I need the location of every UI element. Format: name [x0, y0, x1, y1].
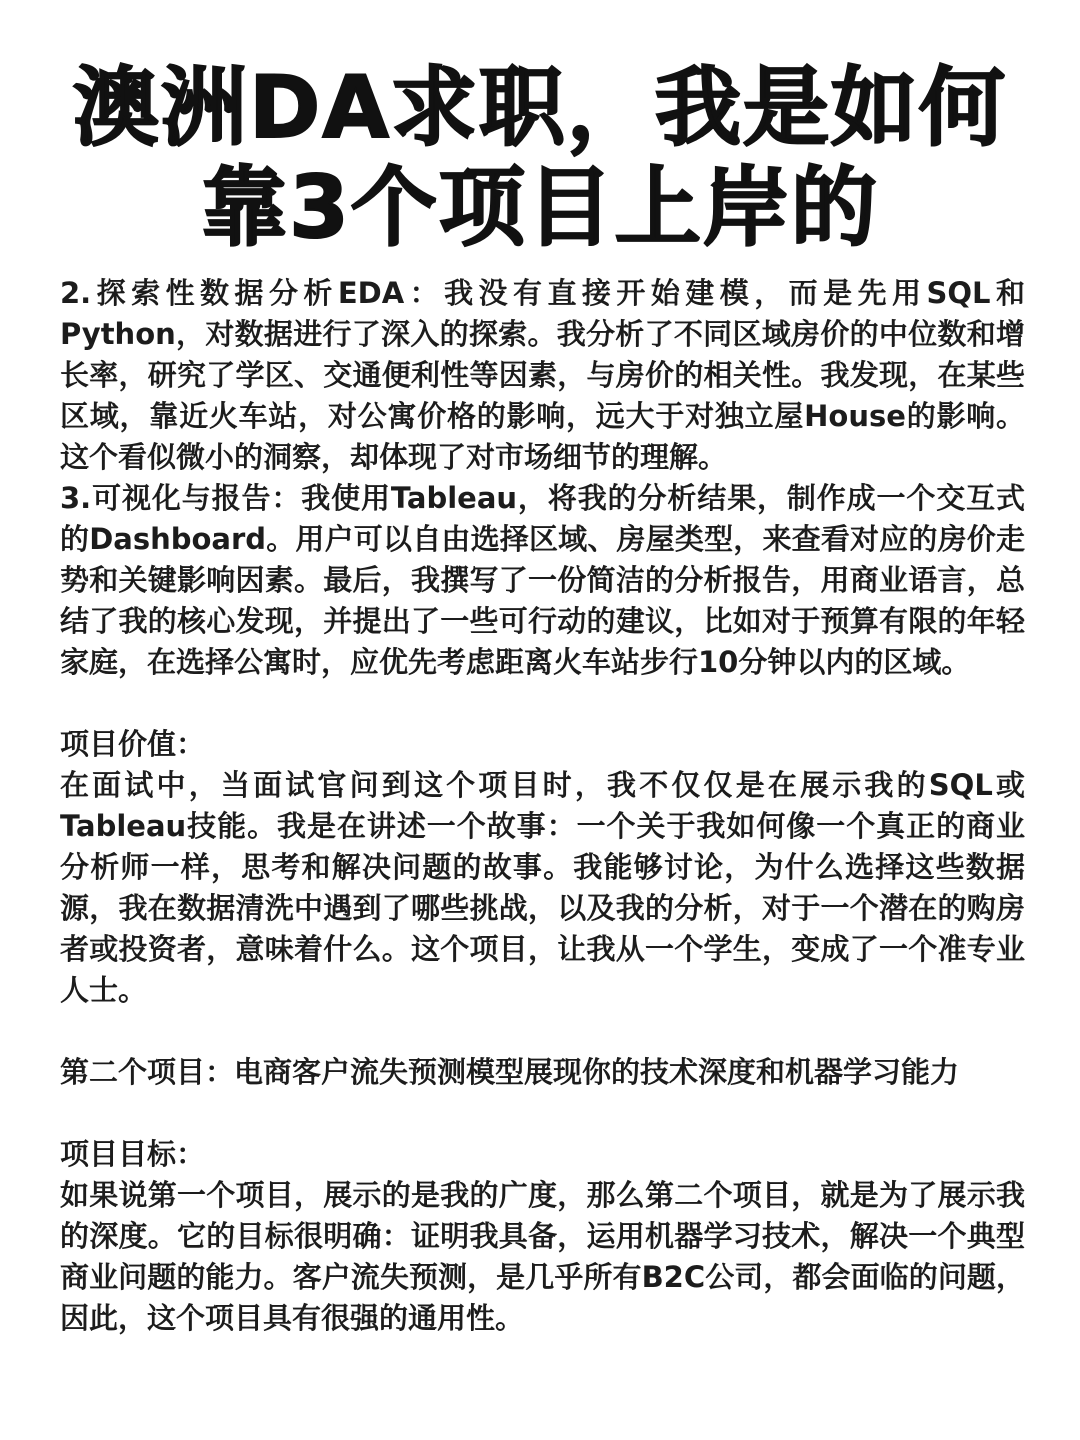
section-heading-project-value: 项目价值：: [60, 727, 206, 761]
section-heading-second-project: 第二个项目：电商客户流失预测模型展现你的技术深度和机器学习能力: [60, 1055, 960, 1089]
section-heading-project-goal: 项目目标：: [60, 1137, 206, 1171]
spacer: [60, 683, 1025, 724]
page-title: [0, 58, 1080, 258]
article-body: [60, 273, 1025, 1339]
paragraph-project-goal: 如果说第一个项目，展示的是我的广度，那么第二个项目，就是为了展示我的深度。它的目标很明确：证明我具备，运用机器学习技术，解决一个典型商业问题的能力。客户流失预测，是几乎所有B2C公司，都会面临的问题，因此，这个项目具有很强的通用性。: [60, 1178, 1025, 1335]
paragraph-eda: 2.探索性数据分析EDA：我没有直接开始建模，而是先用SQL和Python，对数据进行了深入的探索。我分析了不同区域房价的中位数和增长率，研究了学区、交通便利性等因素，与房价的相关性。我发现，在某些区域，靠近火车站，对公寓价格的影响，远大于对独立屋House的影响。这个看似微小的洞察，却体现了对市场细节的理解。: [60, 276, 1025, 474]
spacer: [60, 1011, 1025, 1052]
spacer: [60, 1093, 1025, 1134]
paragraph-visualization: 3.可视化与报告：我使用Tableau，将我的分析结果，制作成一个交互式的Dashboard。用户可以自由选择区域、房屋类型，来查看对应的房价走势和关键影响因素。最后，我撰写了一份简洁的分析报告，用商业语言，总结了我的核心发现，并提出了一些可行动的建议，比如对于预算有限的年轻家庭，在选择公寓时，应优先考虑距离火车站步行10分钟以内的区域。: [60, 481, 1025, 679]
title-line-1: 澳洲DA求职，我是如何: [73, 58, 1007, 158]
title-line-2: 靠3个项目上岸的: [201, 158, 879, 258]
paragraph-project-value: 在面试中，当面试官问到这个项目时，我不仅仅是在展示我的SQL或Tableau技能。我是在讲述一个故事：一个关于我如何像一个真正的商业分析师一样，思考和解决问题的故事。我能够讨论，为什么选择这些数据源，我在数据清洗中遇到了哪些挑战，以及我的分析，对于一个潜在的购房者或投资者，意味着什么。这个项目，让我从一个学生，变成了一个准专业人士。: [60, 768, 1025, 1007]
